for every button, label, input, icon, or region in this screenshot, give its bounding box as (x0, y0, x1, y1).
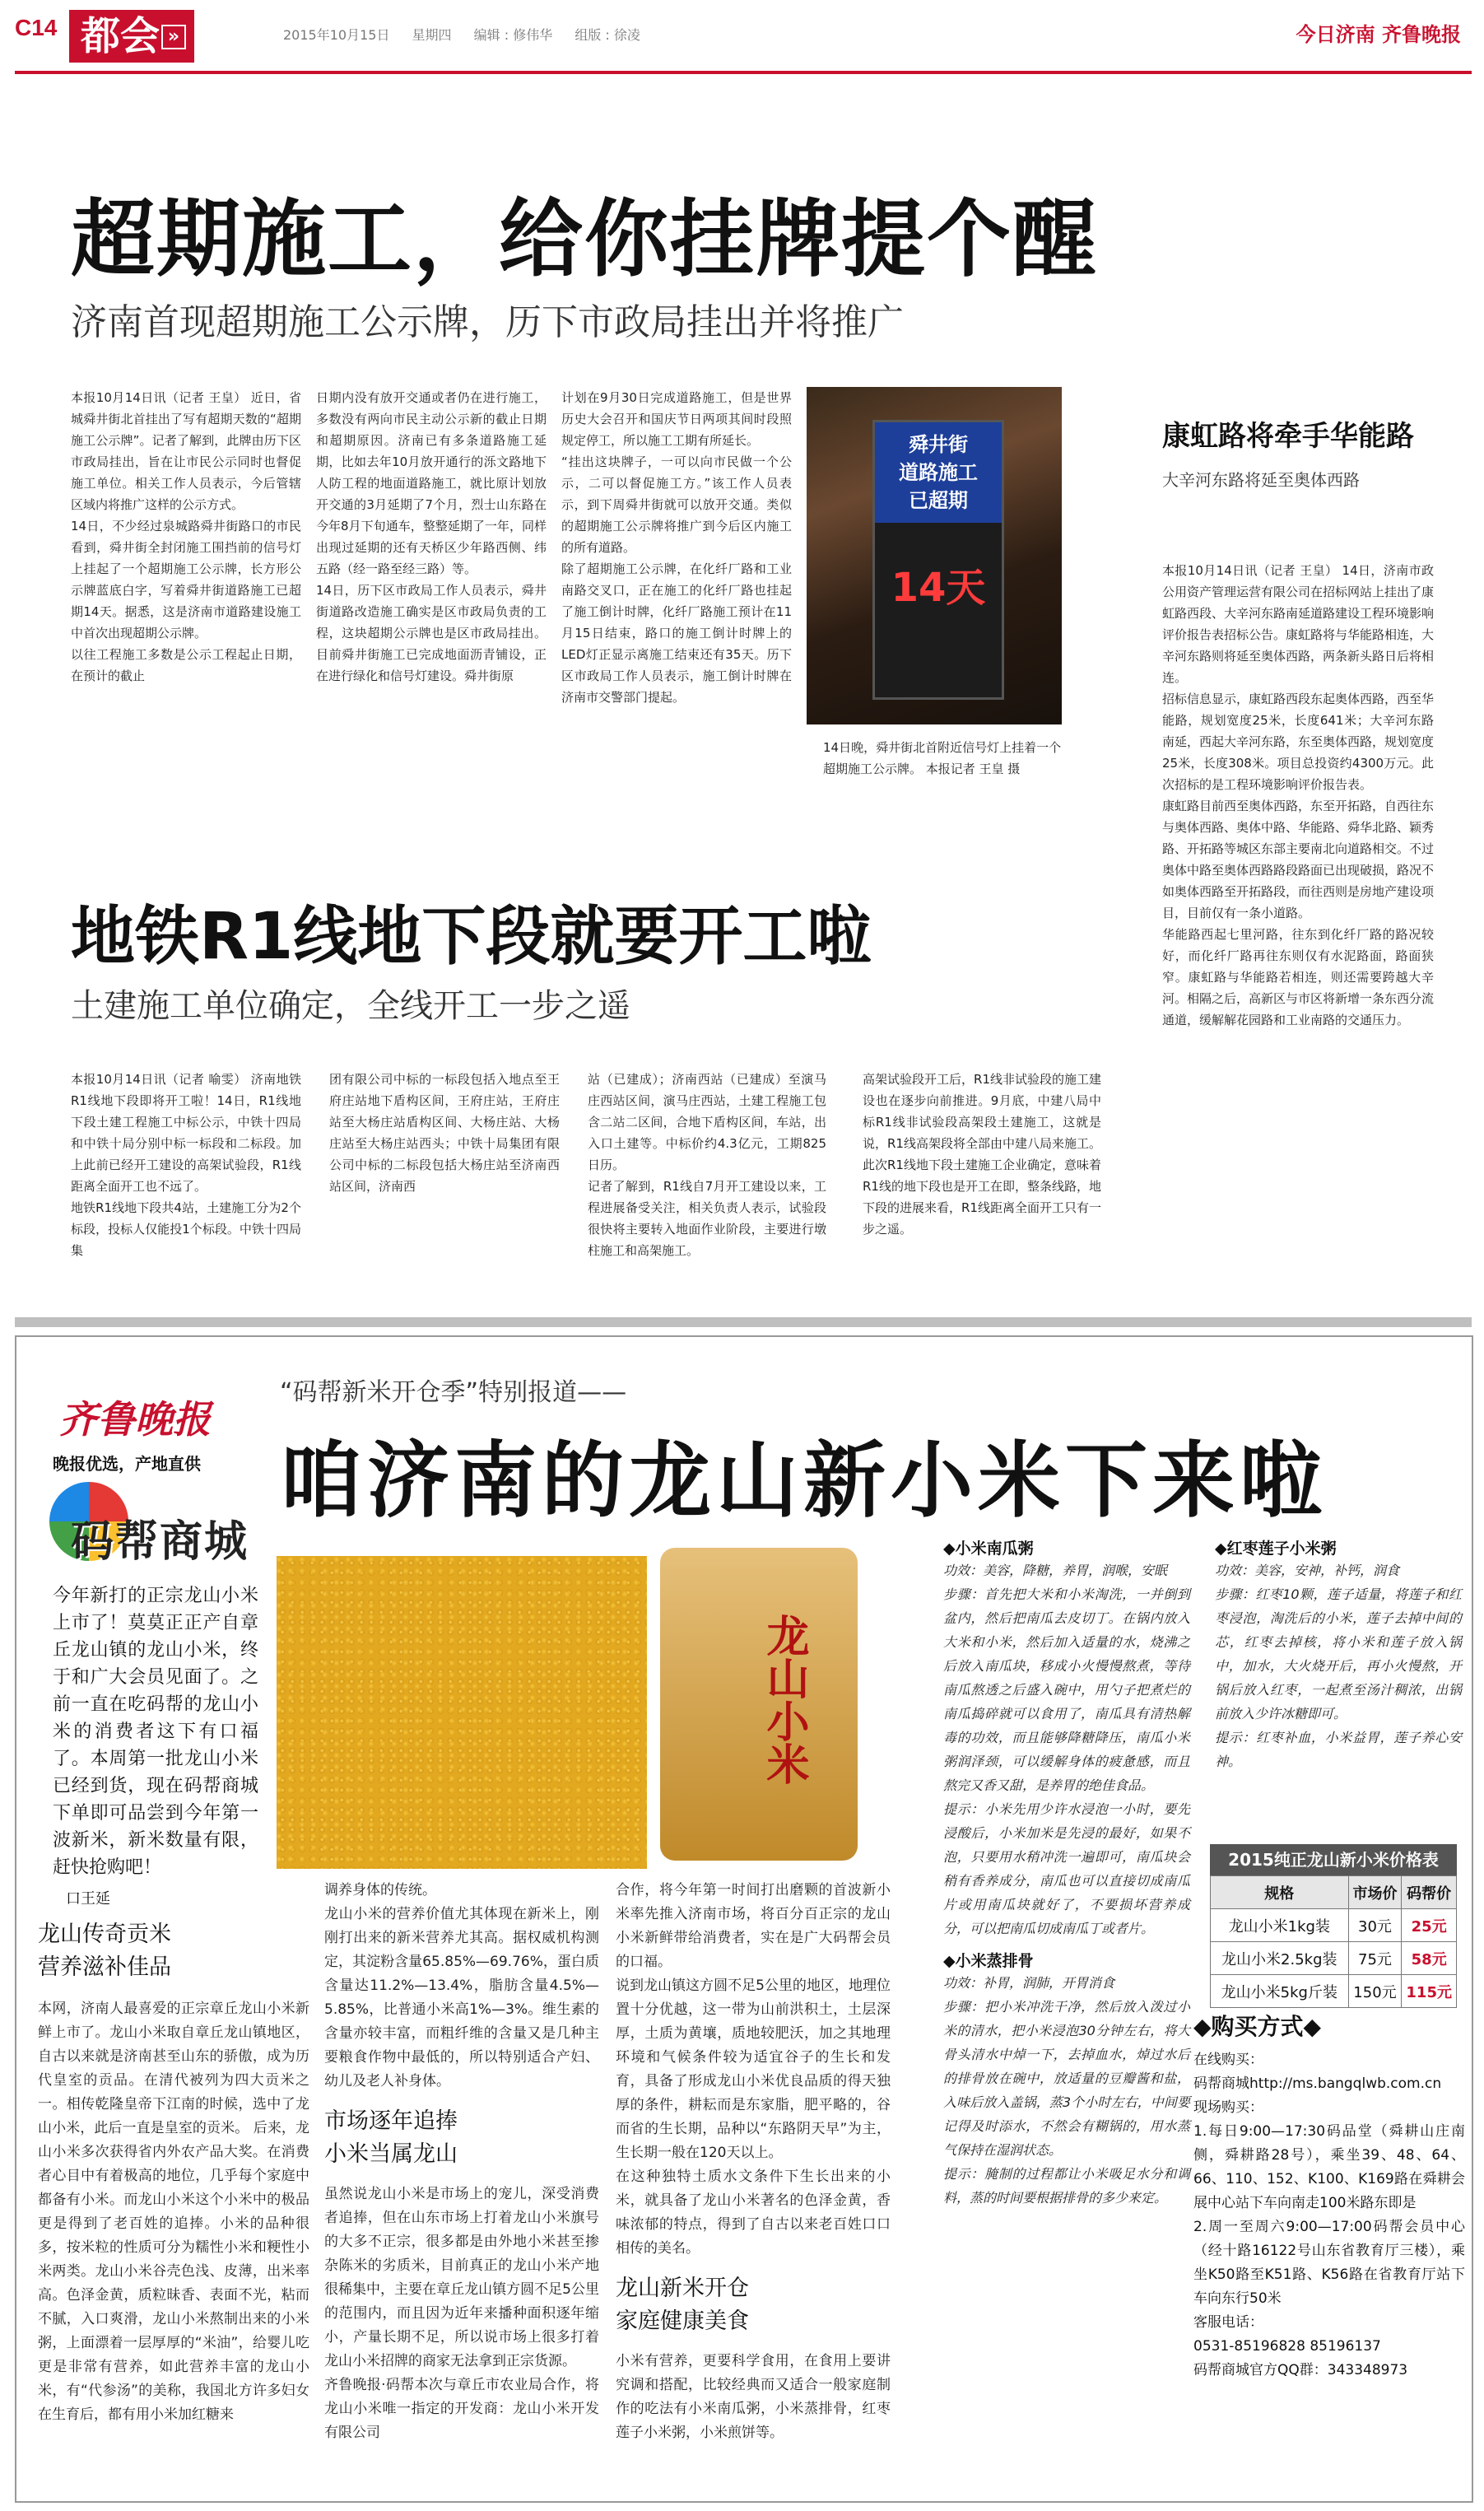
editor: 编辑 : 修伟华 (473, 27, 553, 43)
millet-bag-photo (660, 1548, 858, 1861)
ad-byline: 口王延 (66, 1890, 110, 1908)
chevron-right-icon: » (161, 25, 186, 49)
ad-intro (53, 1582, 258, 1881)
ad-text-2a: 调养身体的传统。 龙山小米的营养价值尤其体现在新米上，刚刚打出来的新米营养尤其高。据权威机构测定，其淀粉含量65.85%—69.76%，蛋白质含量达11.2%—13.4%，脂肪含量4.5%—5.85%，比普通小米高1%—3%。维生素的含量亦较丰富，而粗纤维的含量又是几种主要粮食作物中最低的，所以特别适合产妇、幼儿及老人补身体。 (324, 1882, 599, 2089)
story1-photo (807, 387, 1062, 724)
sign-text: 舜井街 道路施工 已超期 (875, 422, 1002, 523)
price-row: 龙山小米1kg装 30元 25元 (1211, 1909, 1457, 1942)
story2-col1 (71, 1069, 301, 1261)
story1-text-2: 日期内没有放开交通或者仍在进行施工，多数没有两向市民主动公示新的截止日期和超期原因。济南已有多条道路施工延期，比如去年10月放开通行的泺文路地下人防工程的地面道路施工，就比原计划放开交通的3月延期了7个月，烈士山东路在今年8月下旬通车，整整延期了一年，同样出现过延期的还有天桥区少年路西侧、纬五路（经一路至经三路）等。 14日，历下区市政局工作人员表示，舜井街道路改造施工确实是区市政局负责的工程，这块超期公示牌也是区市政局挂出。目前舜井街施工已完成地面沥青铺设，正在进行绿化和信号灯建设。舜井街原 (316, 390, 547, 683)
ad-sub1: 龙山传奇贡米 营养滋补佳品 (38, 1922, 171, 1980)
ad-headline: 咱济南的龙山新小米下来啦 (280, 1433, 1327, 1529)
recipe3-title: ◆红枣莲子小米粥 (1215, 1540, 1337, 1558)
side-text: 本报10月14日讯（记者 王皇） 14日，济南市政公用资产管理运营有限公司在招标网站上挂出了康虹路西段、大辛河东路南延道路建设工程环境影响评价报告表招标公告。康虹路将与华能路相连，大辛河东路则将延至奥体西路，两条新头路日后将相连。 招标信息显示，康虹路西段东起奥体西路，西至华能路，规划宽度25米，长度641米；大辛河东路南延，西起大辛河东路，东至奥体西路，规划宽度25米，长度308米。项目总投资约4300万元。此次招标的是工程环境影响评价报告表。 康虹路目前西至奥体西路，东至开拓路，自西往东与奥体西路、奥体中路、华能路、舜华北路、颖秀路、开拓路等城区东部主要南北向道路相交。不过奥体中路至奥体西路路段路面已出现破损，路况不如奥体西路至开拓路段，而往西则是房地产建设项目，目前仅有一条小道路。 华能路西起七里河路，往东到化纤厂路的路况较好，而化纤厂路再往东则仅有水泥路面，路面狭窄。康虹路与华能路若相连，则还需要跨越大辛河。相隔之后，高新区与市区将新增一条东西分流通道，缓解解花园路和工业南路的交通压力。 (1162, 563, 1435, 1027)
recipe3-text: 功效：美容，安神，补钙，润食 步骤：红枣10颗，莲子适量，将莲子和红枣浸泡，淘洗后的小米，莲子去掉中间的芯，红枣去掉核，将小米和莲子放入锅中，加水，大火烧开后，再小火慢熬，开锅后放入红枣，一起煮至汤汁稠浓，出锅前放入少许冰糖即可。 提示：红枣补血，小米益胃，莲子养心安神。 (1215, 1563, 1462, 1769)
side-body (1162, 560, 1434, 1031)
masthead-right: 今日济南 齐鲁晚报 (1296, 23, 1461, 46)
mall-badge (49, 1482, 263, 1567)
mall-name: 码帮商城 (71, 1517, 249, 1567)
side-title-box (1162, 416, 1434, 491)
buy-section (1193, 2009, 1465, 2383)
story1-subhead: 济南首现超期施工公示牌，历下市政局挂出并将推广 (71, 301, 904, 343)
ad-sub2: 市场逐年追捧 小米当属龙山 (324, 2108, 458, 2167)
buy-title: ◆购买方式◆ (1193, 2013, 1322, 2040)
sign-days: 14天 (891, 565, 986, 611)
recipe-col (943, 1536, 1190, 2210)
header-rule (15, 71, 1472, 74)
section-name: 都会 (81, 13, 160, 59)
buy-text: 在线购买： 码帮商城http://ms.bangqlwb.com.cn 现场购买： 1.每日9:00—17:30码品堂（舜耕山庄南侧，舜耕路28号），乘坐39、48、64、66、110、152、K100、K169路在舜耕会展中心站下车向南走100米路东即是 2.周一至周六9:00—17:00码帮会员中心（经十路16122号山东省教育厅三楼），乘坐K50路至K51路、K56路在省教育厅站下车向东行50米 客服电话： 0531-85196828 85196137 码帮商城官方QQ群：343348973 (1193, 2052, 1465, 2378)
price-header-row: 规格 市场价 码帮价 (1211, 1876, 1457, 1909)
issue-weekday: 星期四 (412, 27, 452, 43)
ad-text-2b: 虽然说龙山小米是市场上的宠儿，深受消费者追捧，但在山东市场上打着龙山小米旗号的大多不正宗，很多都是由外地小米甚至掺杂陈米的劣质米，目前真正的龙山小米产地很稀集中，主要在章丘龙山镇方圆不足5公里的范围内，而且因为近年来播种面积逐年缩小，产量长期不足，所以说市场上很多打着龙山小米招牌的商家无法拿到正宗货源。 齐鲁晚报·码帮本次与章丘市农业局合作，将龙山小米唯一指定的开发商：龙山小米开发有限公司 (324, 2186, 599, 2441)
story1-text-1: 本报10月14日讯（记者 王皇） 近日，省城舜井街北首挂出了写有超期天数的“超期施工公示牌”。记者了解到，此牌由历下区市政局挂出，旨在让市民公示同时也督促施工单位。相关工作人员表示，今后管辖区域内将推广这样的公示方式。 14日，不少经过泉城路舜井街路口的市民看到，舜井街全封闭施工围挡前的信号灯上挂起了一个超期施工公示牌，长方形公示牌蓝底白字，写着舜井街道路施工已超期14天。据悉，这是济南市道路建设施工中首次出现超期公示牌。 以往工程施工多数是公示工程起止日期，在预计的截止 (71, 390, 301, 683)
story2-text-3: 站（已建成）；济南西站（已建成）至演马庄西站区间，演马庄西站，土建工程施工包含二站二区间，合地下盾构区间，车站，出入口土建等。中标价约4.3亿元，工期825日历。 记者了解到，R1线自7月开工建设以来，工程进展备受关注，相关负责人表示，试验段很快将主要转入地面作业阶段，主要进行墩柱施工和高架施工。 (588, 1072, 826, 1258)
recipe3-block (1215, 1536, 1462, 1773)
story1-col1 (71, 387, 301, 687)
side-subhead: 大辛河东路将延至奥体西路 (1162, 470, 1360, 490)
story1-caption: 14日晚，舜井街北首附近信号灯上挂着一个超期施工公示牌。 本报记者 王皇 摄 (823, 740, 1062, 776)
ad-text-3a: 合作，将今年第一时间打出磨颗的首波新小米率先推入济南市场，将百分百正宗的龙山小米新鲜带给消费者，实在是广大码帮会员的口福。 说到龙山镇这方圆不足5公里的地区，地理位置十分优越，这一带为山前洪积土，土层深厚，土质为黄壤，质地较肥沃，加之其地理环境和气候条件较为适宜谷子的生长和发育，具备了形成龙山小米优良品质的得天独厚的条件，耕耘而是东家脂，肥平略的，谷而省的生长期，品种以“东路阴天早”为主，生长期一般在120天以上。 在这种独特土质水文条件下生长出来的小米，就具备了龙山小米著名的色泽金黄，香味浓郁的特点，得到了自古以来老百姓口口相传的美名。 (616, 1882, 891, 2257)
story1-text-3: 计划在9月30日完成道路施工，但是世界历史大会召开和国庆节日两项其间时段照规定停工，所以施工工期有所延长。 “挂出这块牌子，一可以向市民做一个公示，二可以督促施工方。”该工作人员表示，到下周舜井街就可以放开交通。类似的超期施工公示牌将推广到今后区内施工的所有道路。 除了超期施工公示牌，在化纤厂路和工业南路交叉口，正在施工的化纤厂路也挂起了施工倒计时牌，化纤厂路施工预计在11月15日结束，路口的施工倒计时牌上的LED灯正显示离施工结束还有35天。历下区市政局工作人员表示，施工倒计时牌在济南市交警部门提起。 (561, 390, 792, 705)
millet-photo (277, 1556, 647, 1869)
bag-label: 龙山小米 (759, 1614, 808, 1785)
section-label (69, 10, 194, 63)
story2-subhead: 土建施工单位确定，全线开工一步之遥 (71, 987, 630, 1025)
story1-col2 (316, 387, 547, 687)
ad-logo: 齐鲁晚报 (59, 1397, 211, 1442)
ad-sub3: 龙山新米开仓 家庭健康美食 (616, 2276, 749, 2334)
ad-col2 (324, 1879, 599, 2445)
story2-col2 (329, 1069, 560, 1197)
issue-date: 2015年10月15日 (283, 27, 390, 43)
ad-logo-tagline: 晚报优选，产地直供 (53, 1454, 201, 1474)
story2-text-4: 高架试验段开工后，R1线非试验段的施工建设也在逐步向前推进。9月底，中建八局中标R1线非试验段高架段土建施工，这就是说，R1线高架段将全部由中建八局来施工。此次R1线地下段土建施工企业确定，意味着R1线的地下段也是开工在即，整条线路，地下段的进展来看，R1线距离全面开工只有一步之遥。 (863, 1072, 1101, 1237)
story1-col3 (561, 387, 792, 708)
story2-text-1: 本报10月14日讯（记者 喻雯） 济南地铁R1线地下段即将开工啦！14日，R1线地下段土建工程施工中标公示，中铁十四局和中铁十局分别中标一标段和二标段。加上此前已经开工建设的高架试验段，R1线距离全面开工也不远了。 地铁R1线地下段共4站，土建施工分为2个标段，投标人仅能投1个标段。中铁十四局集 (71, 1072, 301, 1258)
price-row: 龙山小米2.5kg装 75元 58元 (1211, 1942, 1457, 1975)
recipe2-text: 功效：补胃，润肺，开胃消食 步骤：把小米冲洗干净，然后放入泼过小米的清水，把小米浸泡30分钟左右，将大骨头清水中焯一下，去掉血水，焯过水后的排骨放在碗中，放适量的豆瓣酱和盐，入味后放入盖锅，蒸3个小时左右，中间要记得及时添水，不然会有糊锅的，用水蒸气保持在湿润状态。 提示：腌制的过程都让小米吸足水分和调料，蒸的时间要根据排骨的多少来定。 (943, 1975, 1190, 2206)
price-table-title: 2015纯正龙山新小米价格表 (1210, 1844, 1457, 1875)
ad-kicker: “码帮新米开仓季”特别报道—— (280, 1378, 627, 1407)
recipe2-title: ◆小米蒸排骨 (943, 1952, 1034, 1970)
recipe1-text: 功效：美容，降糖，养胃，润喉，安眠 步骤：首先把大米和小米淘洗，一并倒到盆内，然后把南瓜去皮切丁。在锅内放入大米和小米，然后加入适量的水，烧沸之后放入南瓜块，移成小火慢慢熬煮，等待南瓜熬透之后盛入碗中，用勺子把煮烂的南瓜捣碎就可以食用了，南瓜具有清热解毒的功效，而且能够降糖降压，南瓜小米粥润泽颈，可以缓解身体的疲惫感，而且熬完又香又甜，是养胃的绝佳食品。 提示：小米先用少许水浸泡一小时，要先浸酸后，小米加米是先浸的最好，如果不泡，只要用水稍冲洗一遍即可，南瓜块会稍有香养成分，南瓜也可以直接切成南瓜片或用南瓜块就好了，不要损坏营养成分，可以把南瓜切成南瓜丁或者片。 (943, 1563, 1190, 1936)
price-table-box (1210, 1844, 1457, 2008)
side-headline: 康虹路将牵手华能路 (1162, 420, 1414, 453)
story2-col4 (863, 1069, 1101, 1240)
overdue-sign (872, 420, 1004, 700)
ad-text-1: 本网，济南人最喜爱的正宗章丘龙山小米新鲜上市了。龙山小米取自章丘龙山镇地区，自古以来就是济南甚至山东的骄傲，成为历代皇室的贡品。在清代被列为四大贡米之一。相传乾隆皇帝下江南的时候，选中了龙山小米，此后一直是皇室的贡米。 后来，龙山小米多次获得省内外农产品大奖。在消费者心目中有着极高的地位，几乎每个家庭中都备有小米。而龙山小米这个小米中的极品更是得到了老百姓的追捧。小米的品种很多，按米粒的性质可分为糯性小米和粳性小米两类。龙山小米谷壳色浅、皮薄，出米率高。色泽金黄，质粒昧香、表面不光，粘而不腻，入口爽滑，龙山小米熬制出来的小米粥，上面漂着一层厚厚的“米油”，给婴儿吃更是非常有营养，如此营养丰富的龙山小米，有“代参汤”的美称，我国北方许多妇女在生育后，都有用小米加红糖来 (38, 2001, 309, 2423)
story1-headline: 超期施工，给你挂牌提个醒 (71, 191, 1098, 289)
story2-text-2: 团有限公司中标的一标段包括入地点至王府庄站地下盾构区间，王府庄站，王府庄站至大杨庄站盾构区间、大杨庄站、大杨庄站至大杨庄站西头；中铁十局集团有限公司中标的二标段包括大杨庄站至济南西站区间，济南西 (329, 1072, 560, 1194)
ad-col1 (38, 1918, 309, 2427)
ad-intro-text: 今年新打的正宗龙山小米上市了！莫莫正正产自章丘龙山镇的龙山小米，终于和广大会员见面了。之前一直在吃码帮的龙山小米的消费者这下有口福了。本周第一批龙山小米已经到货，现在码帮商城下单即可品尝到今年第一波新米，新米数量有限，赶快抢购吧！ (53, 1586, 258, 1878)
header-meta (283, 25, 658, 44)
price-row: 龙山小米5kg斤装 150元 115元 (1211, 1975, 1457, 2008)
ad-text-3b: 小米有营养，更要科学食用，在食用上要讲究调和搭配，比较经典而又适合一般家庭制作的吃法有小米南瓜粥，小米蒸排骨，红枣莲子小米粥，小米煎饼等。 (616, 2353, 891, 2441)
story2-col3 (588, 1069, 826, 1261)
recipe1-title: ◆小米南瓜粥 (943, 1540, 1034, 1558)
ad-col3 (616, 1879, 891, 2445)
price-table (1210, 1875, 1457, 2008)
layout-editor: 组版 : 徐凌 (575, 27, 640, 43)
section-divider (15, 1317, 1472, 1327)
page-number: C14 (15, 15, 58, 40)
story2-headline: 地铁R1线地下段就要开工啦 (71, 900, 872, 974)
